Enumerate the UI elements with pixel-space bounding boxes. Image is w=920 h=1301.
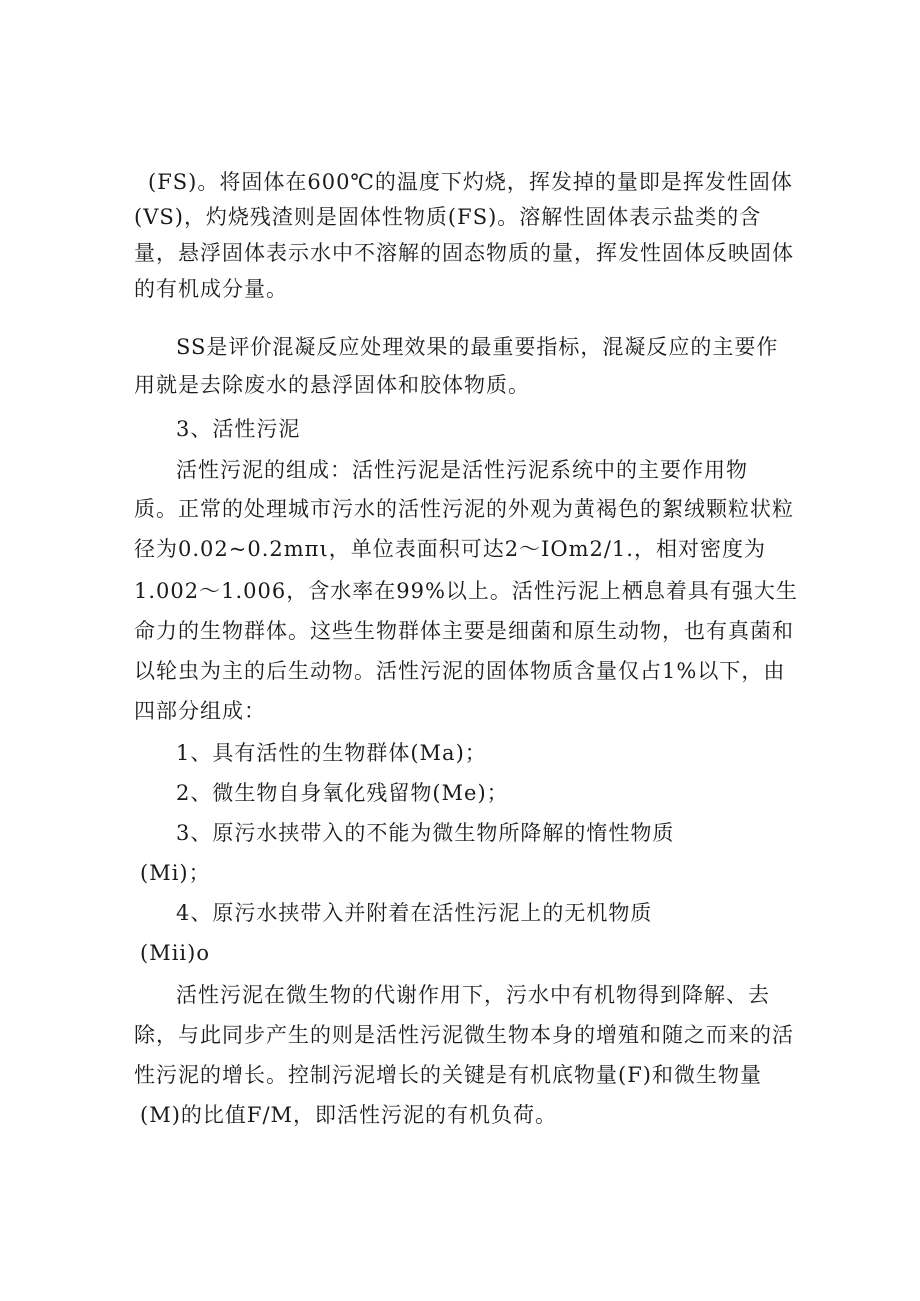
list-item: 2、微生物自身氧化残留物(Me)； <box>176 781 509 805</box>
paragraph-line: 以轮虫为主的后生动物。活性污泥的固体物质含量仅占1%以下，由 <box>134 659 786 683</box>
paragraph-line: 1.002～1.006，含水率在99%以上。活性污泥上栖息着具有强大生 <box>134 579 798 603</box>
list-item: 1、具有活性的生物群体(Ma)； <box>176 741 487 765</box>
paragraph-line: 径为0.02~0.2mπι，单位表面积可达2～IOm2/1.，相对密度为 <box>134 537 766 561</box>
paragraph-line: 命力的生物群体。这些生物群体主要是细菌和原生动物，也有真菌和 <box>134 619 794 643</box>
paragraph-line: (M)的比值F/M，即活性污泥的有机负荷。 <box>140 1103 558 1127</box>
paragraph-line: 活性污泥在微生物的代谢作用下，污水中有机物得到降解、去 <box>176 983 770 1007</box>
paragraph-line: 活性污泥的组成：活性污泥是活性污泥系统中的主要作用物 <box>176 458 748 482</box>
list-item-continuation: (Mii)o <box>140 941 210 965</box>
paragraph-line: 除，与此同步产生的则是活性污泥微生物本身的增殖和随之而来的活 <box>134 1023 794 1047</box>
paragraph-line: 四部分组成： <box>134 699 266 723</box>
section-heading: 3、活性污泥 <box>176 417 301 441</box>
paragraph-line: 量，悬浮固体表示水中不溶解的固态物质的量，挥发性固体反映固体 <box>134 241 794 265</box>
list-item-continuation: (Mi)； <box>140 861 211 885</box>
paragraph-line: (VS)，灼烧残渣则是固体性物质(FS)。溶解性固体表示盐类的含 <box>134 205 762 229</box>
list-item: 4、原污水挟带入并附着在活性污泥上的无机物质 <box>176 901 653 925</box>
paragraph-line: SS是评价混凝反应处理效果的最重要指标，混凝反应的主要作 <box>176 335 779 359</box>
paragraph-line: 用就是去除废水的悬浮固体和胶体物质。 <box>134 373 530 397</box>
paragraph-line: 的有机成分量。 <box>134 277 288 301</box>
list-item: 3、原污水挟带入的不能为微生物所降解的惰性物质 <box>176 821 675 845</box>
paragraph-line: 性污泥的增长。控制污泥增长的关键是有机底物量(F)和微生物量 <box>134 1063 762 1087</box>
paragraph-line: (FS)。将固体在600℃的温度下灼烧，挥发掉的量即是挥发性固体 <box>148 170 793 194</box>
paragraph-line: 质。正常的处理城市污水的活性污泥的外观为黄褐色的絮绒颗粒状粒 <box>134 497 794 521</box>
